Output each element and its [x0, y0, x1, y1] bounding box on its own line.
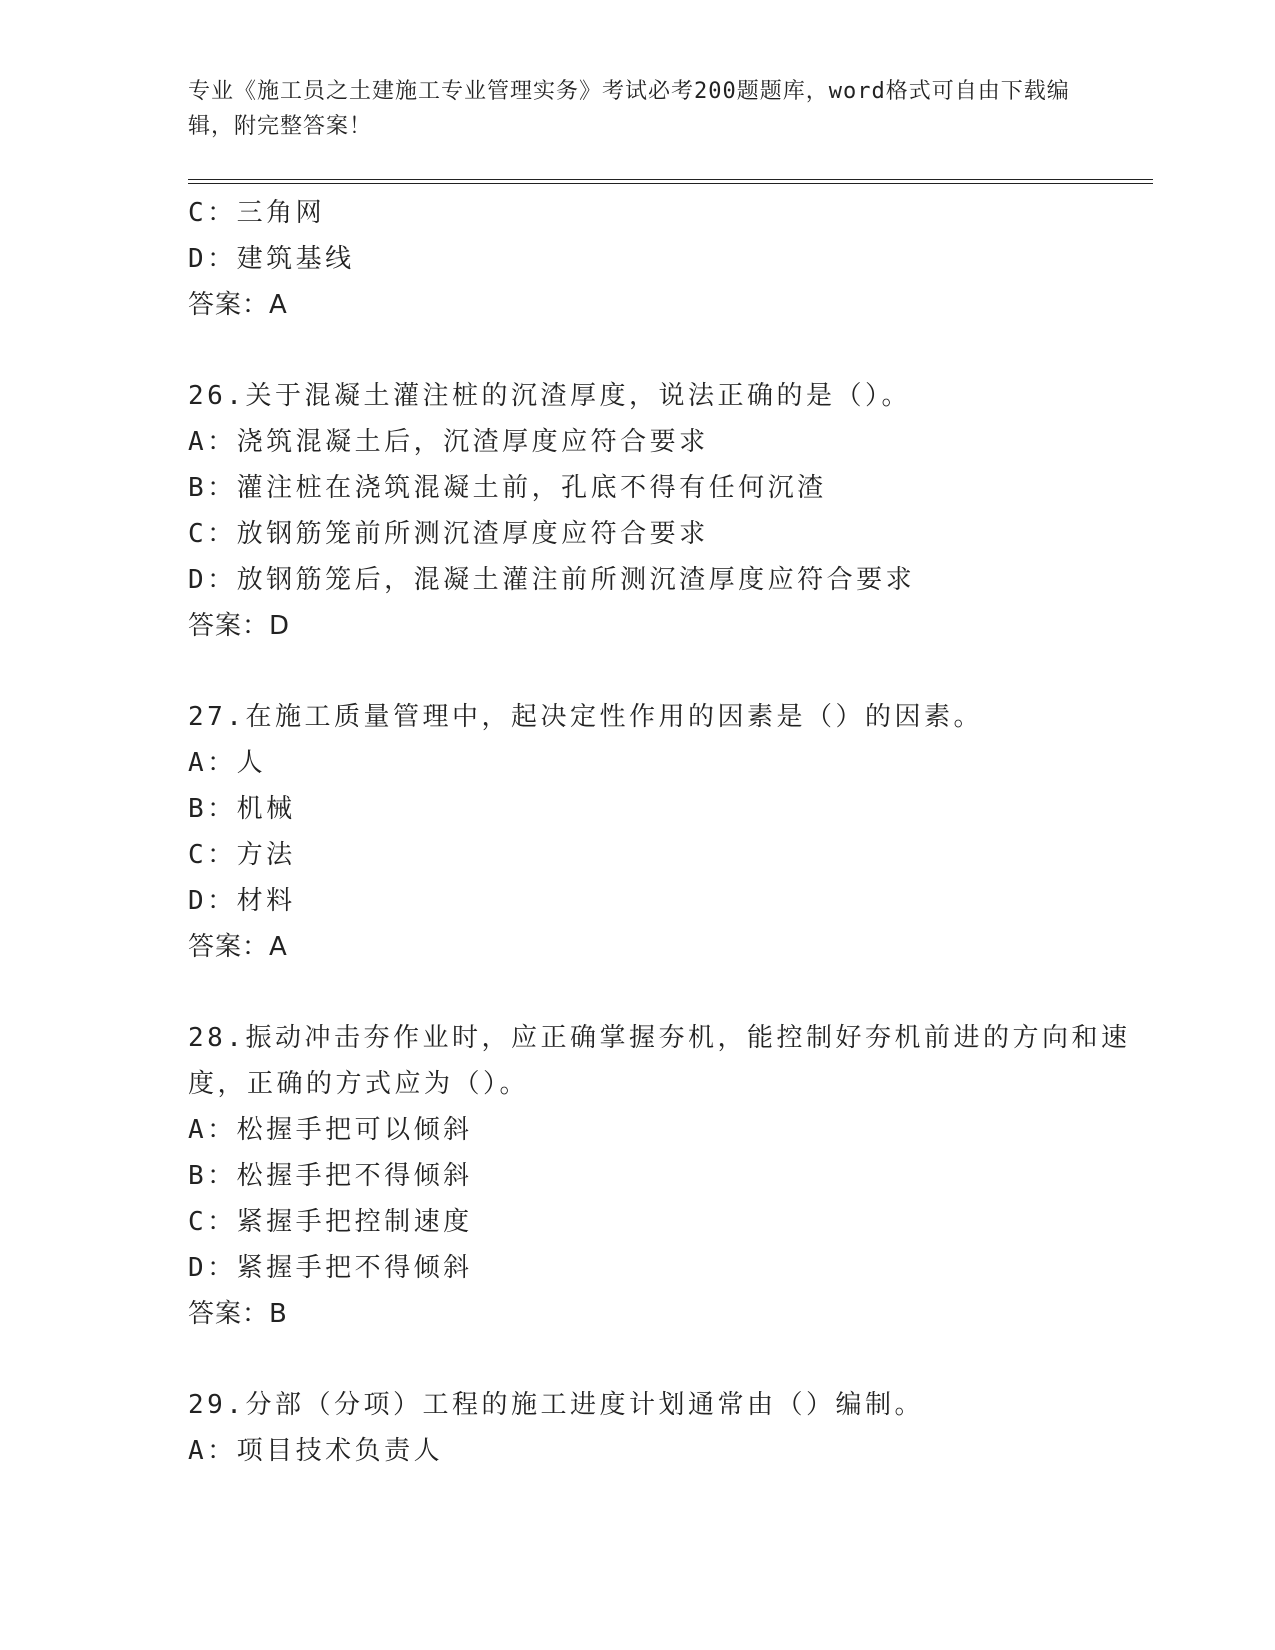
option-a: A：人: [188, 748, 267, 778]
option-d: D：材料: [188, 886, 296, 916]
option-d: D：紧握手把不得倾斜: [188, 1253, 473, 1283]
option-b: B：松握手把不得倾斜: [188, 1161, 473, 1191]
option-b: B：机械: [188, 794, 296, 824]
header-rule-top: [188, 179, 1153, 180]
question-28: 28.振动冲击夯作业时，应正确掌握夯机，能控制好夯机前进的方向和速度，正确的方式应为（）。: [188, 1023, 1131, 1099]
option-a: A：项目技术负责人: [188, 1436, 444, 1466]
header-rule-bottom: [188, 183, 1153, 184]
option-c: C：三角网: [188, 198, 326, 228]
question-29: 29.分部（分项）工程的施工进度计划通常由（）编制。: [188, 1390, 924, 1420]
option-c: C：放钢筋笼前所测沉渣厚度应符合要求: [188, 519, 709, 549]
option-d: D：建筑基线: [188, 244, 355, 274]
answer: 答案：D: [188, 611, 291, 641]
question-26: 26.关于混凝土灌注桩的沉渣厚度，说法正确的是（）。: [188, 381, 911, 411]
answer: 答案：A: [188, 932, 288, 962]
option-d: D：放钢筋笼后，混凝土灌注前所测沉渣厚度应符合要求: [188, 565, 916, 595]
option-a: A：浇筑混凝土后，沉渣厚度应符合要求: [188, 427, 709, 457]
option-a: A：松握手把可以倾斜: [188, 1115, 473, 1145]
question-27: 27.在施工质量管理中，起决定性作用的因素是（）的因素。: [188, 702, 983, 732]
option-c: C：紧握手把控制速度: [188, 1207, 473, 1237]
option-c: C：方法: [188, 840, 296, 870]
question-content: [188, 190, 1188, 1474]
option-b: B：灌注桩在浇筑混凝土前，孔底不得有任何沉渣: [188, 473, 827, 503]
document-header: 专业《施工员之土建施工专业管理实务》考试必考200题题库，word格式可自由下载编辑，附完整答案！: [188, 79, 1070, 139]
answer: 答案：A: [188, 290, 288, 320]
answer: 答案：B: [188, 1299, 288, 1329]
